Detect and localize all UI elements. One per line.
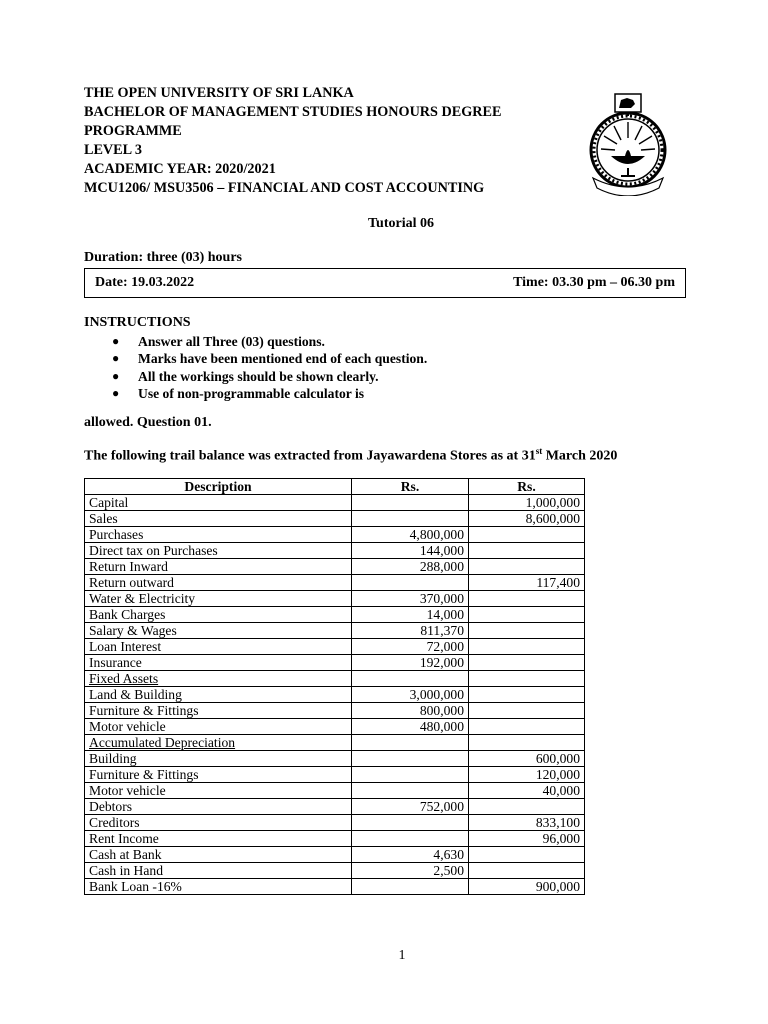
bullet-icon: ● bbox=[112, 368, 120, 383]
cell-debit bbox=[352, 511, 469, 527]
table-row bbox=[85, 735, 585, 751]
cell-credit: 40,000 bbox=[469, 783, 585, 799]
column-header-debit: Rs. bbox=[352, 479, 469, 495]
cell-debit bbox=[352, 783, 469, 799]
cell-debit: 192,000 bbox=[352, 655, 469, 671]
cell-description: Capital bbox=[85, 495, 352, 511]
cell-description: Motor vehicle bbox=[85, 719, 352, 735]
question-heading: allowed. Question 01. bbox=[84, 415, 212, 430]
table-header-row bbox=[85, 479, 585, 495]
table-row bbox=[85, 607, 585, 623]
table-row bbox=[85, 703, 585, 719]
cell-description: Insurance bbox=[85, 655, 352, 671]
cell-debit: 144,000 bbox=[352, 543, 469, 559]
date-time-box bbox=[84, 268, 686, 298]
exam-time: Time: 03.30 pm – 06.30 pm bbox=[513, 275, 675, 290]
cell-description: Rent Income bbox=[85, 831, 352, 847]
list-item: ● Use of non-programmable calculator is bbox=[112, 385, 365, 401]
cell-credit bbox=[469, 543, 585, 559]
cell-debit bbox=[352, 575, 469, 591]
column-header-credit: Rs. bbox=[469, 479, 585, 495]
bullet-icon: ● bbox=[112, 334, 120, 348]
cell-description: Return outward bbox=[85, 575, 352, 591]
cell-description: Building bbox=[85, 751, 352, 767]
table-row bbox=[85, 527, 585, 543]
cell-debit: 288,000 bbox=[352, 559, 469, 575]
cell-debit: 14,000 bbox=[352, 607, 469, 623]
table-row bbox=[85, 751, 585, 767]
cell-credit: 900,000 bbox=[469, 879, 585, 895]
table-row bbox=[85, 719, 585, 735]
table-row bbox=[85, 783, 585, 799]
instructions-list bbox=[108, 333, 427, 402]
cell-debit: 800,000 bbox=[352, 703, 469, 719]
cell-credit bbox=[469, 703, 585, 719]
cell-description: Cash in Hand bbox=[85, 863, 352, 879]
degree-title-line1: BACHELOR OF MANAGEMENT STUDIES HONOURS DEGREE bbox=[84, 104, 502, 120]
cell-credit: 8,600,000 bbox=[469, 511, 585, 527]
cell-credit: 117,400 bbox=[469, 575, 585, 591]
cell-credit bbox=[469, 719, 585, 735]
cell-credit: 120,000 bbox=[469, 767, 585, 783]
cell-debit: 811,370 bbox=[352, 623, 469, 639]
table-row bbox=[85, 687, 585, 703]
cell-description: Water & Electricity bbox=[85, 591, 352, 607]
cell-debit bbox=[352, 879, 469, 895]
table-row bbox=[85, 543, 585, 559]
cell-debit: 3,000,000 bbox=[352, 687, 469, 703]
table-row bbox=[85, 831, 585, 847]
cell-description: Furniture & Fittings bbox=[85, 767, 352, 783]
exam-duration: Duration: three (03) hours bbox=[84, 250, 243, 265]
cell-description: Bank Charges bbox=[85, 607, 352, 623]
bullet-icon: ● bbox=[112, 351, 120, 366]
document-header bbox=[84, 84, 584, 198]
cell-debit: 480,000 bbox=[352, 719, 469, 735]
table-row bbox=[85, 655, 585, 671]
cell-description: Direct tax on Purchases bbox=[85, 543, 352, 559]
cell-description: Fixed Assets bbox=[85, 671, 352, 687]
cell-debit: 4,630 bbox=[352, 847, 469, 863]
cell-debit: 4,800,000 bbox=[352, 527, 469, 543]
cell-description: Accumulated Depreciation bbox=[85, 735, 352, 751]
university-crest-icon bbox=[585, 92, 671, 196]
table-row bbox=[85, 511, 585, 527]
cell-description: Debtors bbox=[85, 799, 352, 815]
cell-credit bbox=[469, 799, 585, 815]
list-item: ● All the workings should be shown clearly. bbox=[112, 368, 379, 384]
table-row bbox=[85, 847, 585, 863]
list-item: ● Answer all Three (03) questions. bbox=[112, 334, 325, 349]
cell-debit bbox=[352, 815, 469, 831]
cell-credit bbox=[469, 735, 585, 751]
table-row bbox=[85, 591, 585, 607]
cell-description: Purchases bbox=[85, 527, 352, 543]
cell-description: Furniture & Fittings bbox=[85, 703, 352, 719]
cell-credit: 96,000 bbox=[469, 831, 585, 847]
question-intro: The following trail balance was extracted from Jayawardena Stores as at 31st March 2020 bbox=[84, 446, 618, 464]
table-row bbox=[85, 767, 585, 783]
level: LEVEL 3 bbox=[84, 142, 142, 158]
cell-debit bbox=[352, 767, 469, 783]
cell-credit: 833,100 bbox=[469, 815, 585, 831]
cell-credit bbox=[469, 639, 585, 655]
cell-credit bbox=[469, 527, 585, 543]
cell-debit bbox=[352, 751, 469, 767]
table-row bbox=[85, 575, 585, 591]
tutorial-title: Tutorial 06 bbox=[368, 216, 434, 231]
cell-description: Land & Building bbox=[85, 687, 352, 703]
cell-debit: 370,000 bbox=[352, 591, 469, 607]
cell-description: Loan Interest bbox=[85, 639, 352, 655]
academic-year: ACADEMIC YEAR: 2020/2021 bbox=[84, 161, 276, 177]
column-header-description: Description bbox=[85, 479, 352, 495]
bullet-icon: ● bbox=[112, 385, 120, 400]
cell-credit bbox=[469, 847, 585, 863]
cell-credit bbox=[469, 863, 585, 879]
cell-debit: 72,000 bbox=[352, 639, 469, 655]
cell-credit bbox=[469, 671, 585, 687]
cell-description: Bank Loan -16% bbox=[85, 879, 352, 895]
trial-balance-table bbox=[84, 478, 585, 895]
degree-title-line2: PROGRAMME bbox=[84, 123, 182, 139]
table-row bbox=[85, 879, 585, 895]
cell-description: Cash at Bank bbox=[85, 847, 352, 863]
course-title: MCU1206/ MSU3506 – FINANCIAL AND COST ACCOUNTING bbox=[84, 180, 485, 196]
instructions-title: INSTRUCTIONS bbox=[84, 315, 191, 330]
cell-description: Motor vehicle bbox=[85, 783, 352, 799]
cell-description: Creditors bbox=[85, 815, 352, 831]
cell-credit bbox=[469, 607, 585, 623]
cell-credit: 600,000 bbox=[469, 751, 585, 767]
table-row bbox=[85, 623, 585, 639]
table-row bbox=[85, 815, 585, 831]
cell-description: Sales bbox=[85, 511, 352, 527]
table-row bbox=[85, 799, 585, 815]
cell-credit bbox=[469, 559, 585, 575]
cell-description: Salary & Wages bbox=[85, 623, 352, 639]
cell-credit bbox=[469, 655, 585, 671]
table-row bbox=[85, 671, 585, 687]
cell-debit bbox=[352, 735, 469, 751]
table-row bbox=[85, 639, 585, 655]
exam-date: Date: 19.03.2022 bbox=[95, 275, 195, 290]
cell-credit bbox=[469, 687, 585, 703]
cell-debit: 2,500 bbox=[352, 863, 469, 879]
cell-debit: 752,000 bbox=[352, 799, 469, 815]
table-row bbox=[85, 863, 585, 879]
cell-credit: 1,000,000 bbox=[469, 495, 585, 511]
cell-description: Return Inward bbox=[85, 559, 352, 575]
cell-debit bbox=[352, 831, 469, 847]
university-name: THE OPEN UNIVERSITY OF SRI LANKA bbox=[84, 85, 354, 101]
list-item: ● Marks have been mentioned end of each question. bbox=[112, 351, 428, 367]
table-row bbox=[85, 559, 585, 575]
cell-debit bbox=[352, 495, 469, 511]
cell-debit bbox=[352, 671, 469, 687]
table-row bbox=[85, 495, 585, 511]
cell-credit bbox=[469, 623, 585, 639]
cell-credit bbox=[469, 591, 585, 607]
page-number: 1 bbox=[398, 948, 406, 963]
